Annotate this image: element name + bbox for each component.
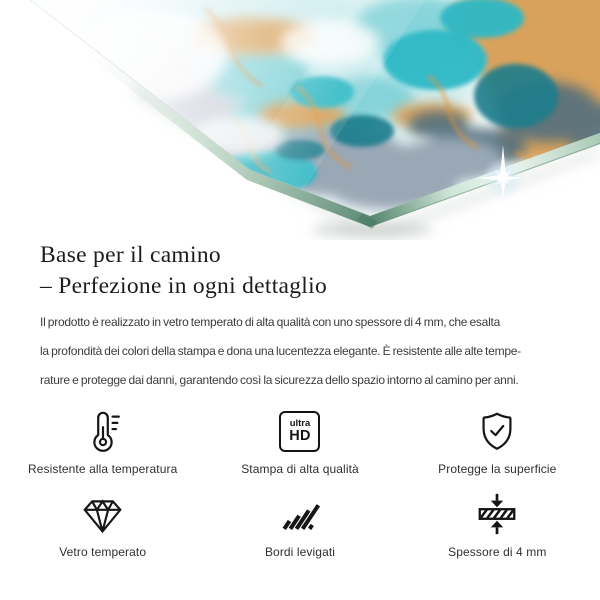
shield-check-icon (474, 408, 520, 454)
description-line: rature e protegge dai danni, garantendo così la sicurezza dello spazio intorno al camino per anni. (40, 373, 519, 387)
feature-label: Bordi levigati (264, 545, 336, 559)
ultra-hd-icon (279, 411, 320, 452)
feature-label: Stampa di alta qualità (241, 462, 359, 476)
feature-label: Spessore di 4 mm (448, 545, 547, 559)
polished-edges-icon (279, 493, 321, 535)
thickness-icon (474, 491, 520, 537)
thermometer-icon (80, 408, 126, 454)
feature-label: Resistente alla temperatura (27, 462, 178, 476)
feature-print-quality (201, 407, 398, 476)
feature-thickness (399, 490, 596, 559)
title-line-2: – Perfezione in ogni dettaglio (40, 273, 328, 299)
ultra-hd-text-bottom: HD (289, 428, 311, 444)
product-hero (0, 0, 600, 240)
product-image (0, 0, 600, 240)
description-line: Il prodotto è realizzato in vetro temperato di alta qualità con uno spessore di 4 mm, che esalta (40, 315, 501, 329)
feature-label: Vetro temperato (59, 545, 147, 559)
feature-grid (0, 407, 600, 559)
diamond-icon (80, 492, 125, 537)
feature-temperature (4, 407, 201, 476)
page-title (40, 240, 560, 302)
product-description (40, 308, 560, 395)
ultra-hd-text-top: ultra (289, 417, 311, 429)
feature-polished-edges (201, 490, 398, 559)
feature-label: Protegge la superficie (438, 462, 557, 476)
feature-surface-protection (399, 407, 596, 476)
feature-tempered-glass (4, 490, 201, 559)
glass-panel-art (0, 0, 600, 240)
product-copy (0, 240, 600, 395)
description-line: la profondità dei colori della stampa e dona una lucentezza elegante. È resistente alle alte tempe- (40, 344, 521, 358)
title-line-1: Base per il camino (40, 242, 221, 268)
